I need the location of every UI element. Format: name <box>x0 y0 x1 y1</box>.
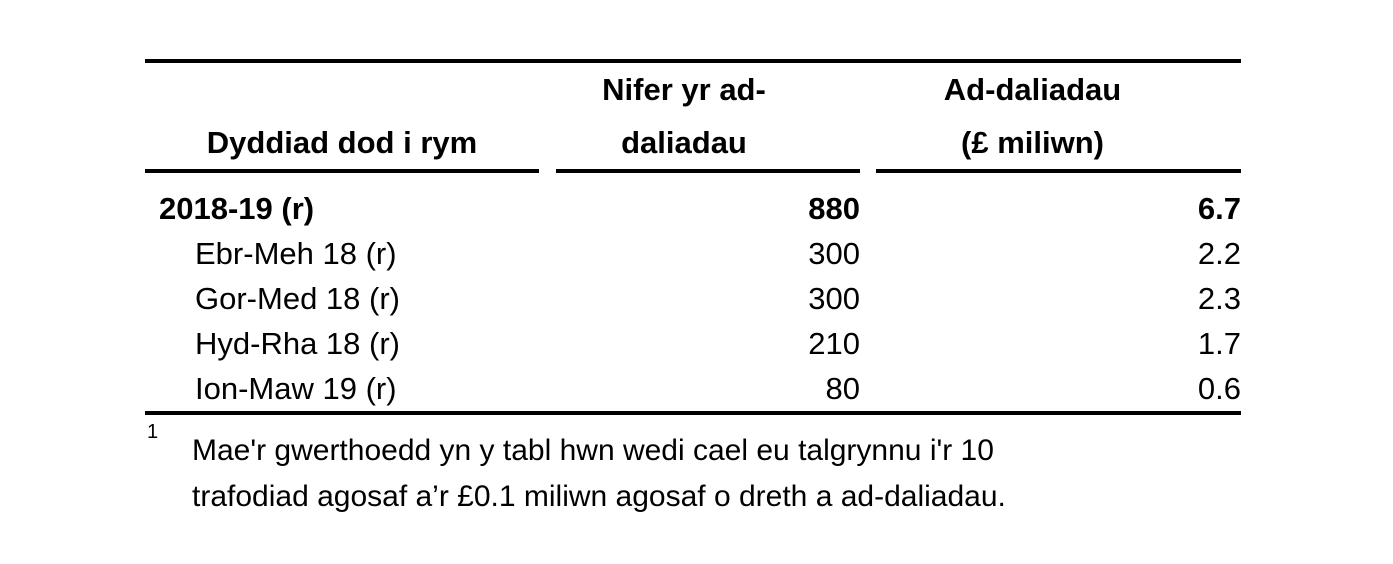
footnote <box>145 418 1006 520</box>
row-label: Gor-Med 18 (r) <box>195 280 400 316</box>
table-row <box>145 231 1241 276</box>
row-label: 2018-19 (r) <box>159 190 315 226</box>
row-label: Hyd-Rha 18 (r) <box>195 325 400 361</box>
row-label: Ebr-Meh 18 (r) <box>195 235 397 271</box>
table-header <box>145 63 1241 173</box>
table-row <box>145 321 1241 366</box>
row-amount: 0.6 <box>1197 370 1241 406</box>
column-header-dyddiad-label: Dyddiad dod i rym <box>206 125 478 160</box>
row-amount: 6.7 <box>1197 190 1241 226</box>
row-amount: 1.7 <box>1197 325 1241 361</box>
footnote-line: trafodiad agosaf a’r £0.1 miliwn agosaf o dreth a ad-daliadau. <box>192 480 1006 513</box>
footnote-marker: 1 <box>147 421 159 443</box>
footnote-text <box>192 418 1006 520</box>
row-count: 80 <box>825 370 860 406</box>
footnote-line: Mae'r gwerthoedd yn y tabl hwn wedi cael eu talgrynnu i'r 10 <box>192 434 994 467</box>
column-gap <box>860 63 876 173</box>
row-count: 210 <box>808 325 860 361</box>
refunds-table <box>145 59 1241 415</box>
table-bottom-rule <box>145 411 1241 415</box>
table-row-total <box>145 186 1241 231</box>
column-header-addaliadau-line1: Ad-daliadau <box>943 72 1122 107</box>
column-header-nifer-line2: daliadau <box>621 125 747 160</box>
table-row <box>145 366 1241 411</box>
column-header-nifer-line1: Nifer yr ad- <box>602 72 766 107</box>
row-amount: 2.3 <box>1197 280 1241 316</box>
column-gap <box>539 63 556 173</box>
row-amount: 2.2 <box>1197 235 1241 271</box>
column-header-nifer <box>556 63 860 173</box>
column-header-addaliadau <box>876 63 1241 173</box>
table-row <box>145 276 1241 321</box>
row-count: 300 <box>808 235 860 271</box>
column-header-dyddiad <box>145 63 539 173</box>
row-count: 300 <box>808 280 860 316</box>
column-header-addaliadau-line2: (£ miliwn) <box>961 125 1104 160</box>
header-spacer <box>145 173 1241 186</box>
row-label: Ion-Maw 19 (r) <box>195 370 397 406</box>
row-count: 880 <box>808 190 860 226</box>
